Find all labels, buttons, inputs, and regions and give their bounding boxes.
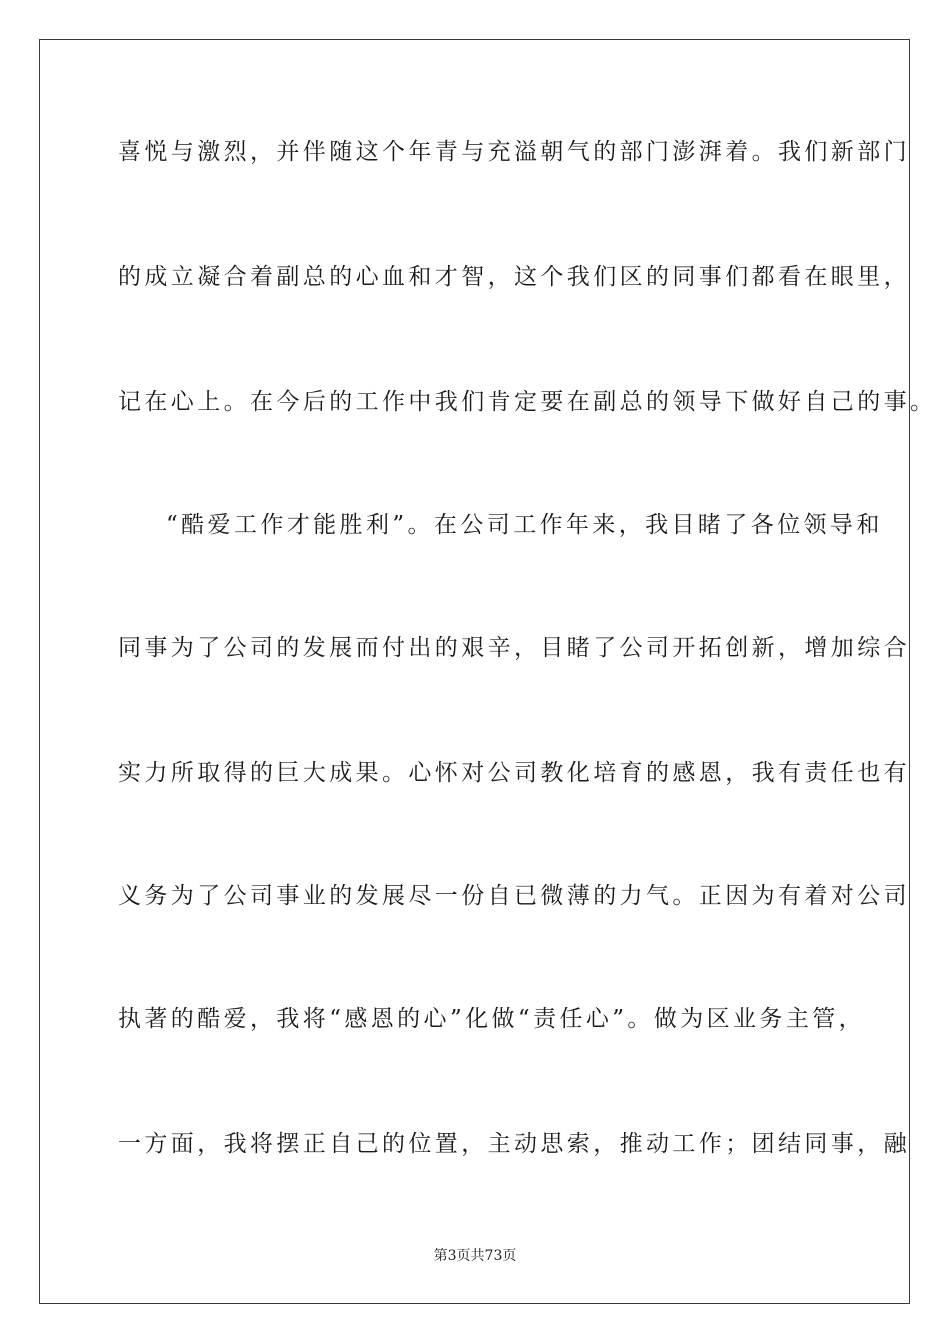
- page-border: [39, 39, 937, 1304]
- body-text-line-8: 执著的酷爱，我将“感恩的心”化做“责任心”。做为区业务主管，: [118, 1006, 866, 1032]
- body-text-line-7: 义务为了公司事业的发展尽一份自已微薄的力气。正因为有着对公司: [118, 883, 910, 909]
- total-pages: 共73页: [470, 1248, 517, 1264]
- body-text-line-3: 记在心上。在今后的工作中我们肯定要在副总的领导下做好自己的事。: [118, 389, 937, 415]
- body-text-line-9: 一方面，我将摆正自己的位置，主动思索，推动工作；团结同事，融: [118, 1131, 910, 1157]
- body-text-line-5: 同事为了公司的发展而付出的艰辛，目睹了公司开拓创新，增加综合: [118, 635, 910, 661]
- body-text-line-2: 的成立凝合着副总的心血和才智，这个我们区的同事们都看在眼里，: [118, 264, 910, 290]
- body-text-line-4: “酷爱工作才能胜利”。在公司工作年来，我目睹了各位领导和: [166, 512, 883, 538]
- page-number: 第3页: [433, 1248, 471, 1264]
- body-text-line-6: 实力所取得的巨大成果。心怀对公司教化培育的感恩，我有责任也有: [118, 760, 910, 786]
- page-footer: [0, 1246, 950, 1266]
- body-text-line-1: 喜悦与激烈，并伴随这个年青与充溢朝气的部门澎湃着。我们新部门: [118, 139, 910, 165]
